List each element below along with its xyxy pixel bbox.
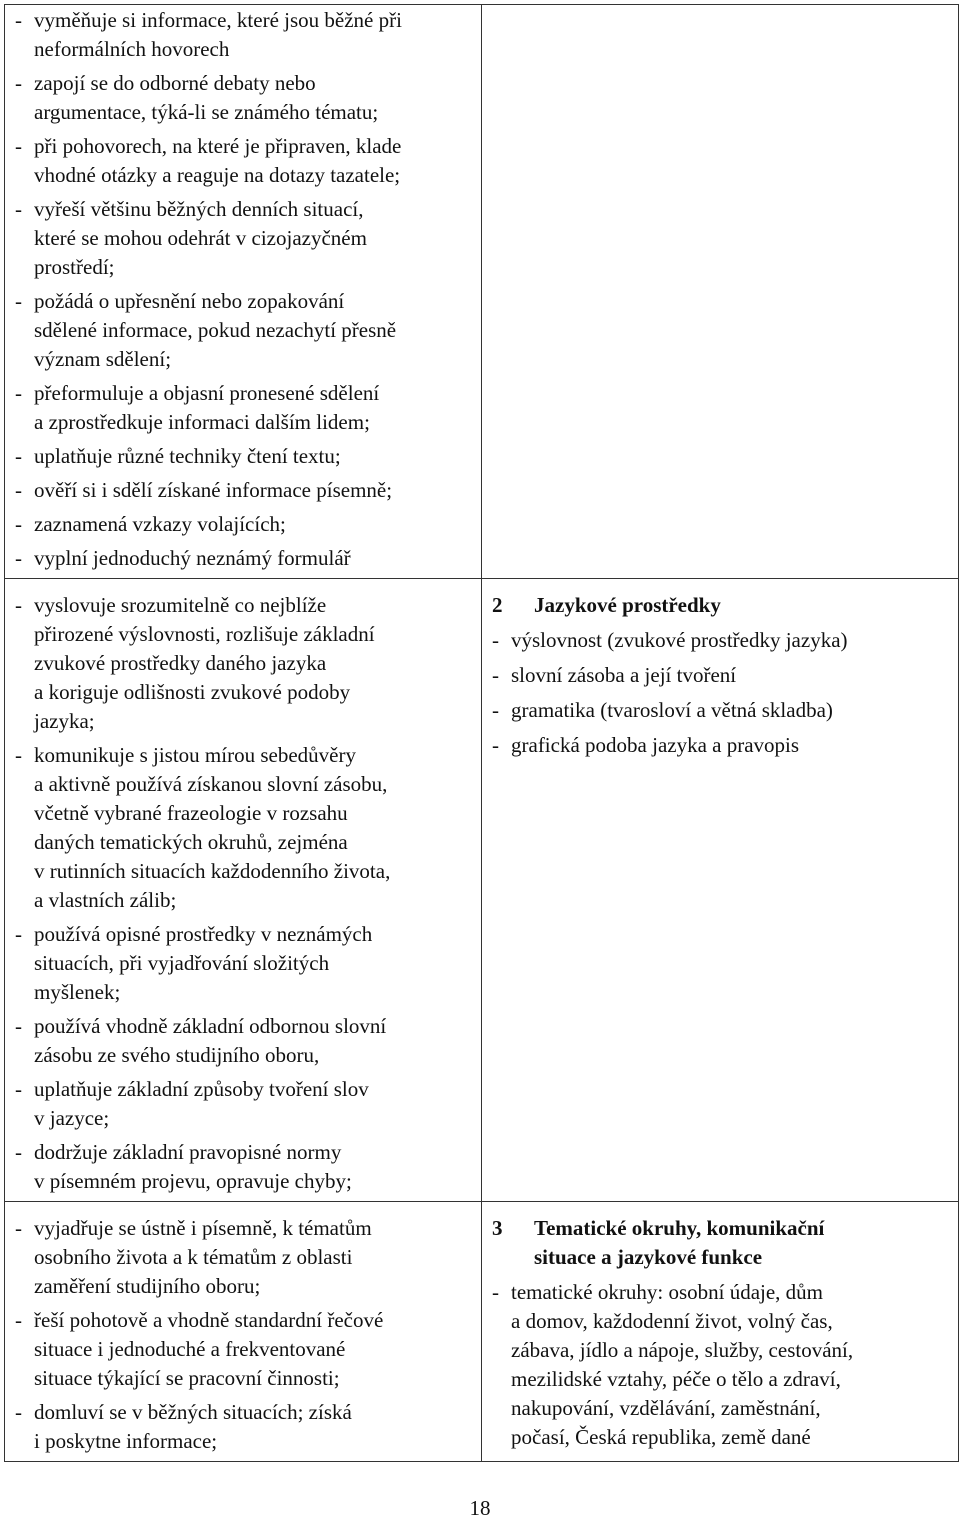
list-item: - uplatňuje různé techniky čtení textu; — [5, 442, 481, 471]
section-list — [492, 1278, 958, 1452]
section-number: 3 — [492, 1216, 503, 1240]
content-cell — [482, 1202, 959, 1462]
section-list — [492, 626, 958, 760]
outcomes-cell — [5, 1202, 482, 1462]
list-item: - vyjadřuje se ústně i písemně, k tématům osobního života a k tématům z oblasti zaměření studijního oboru; — [5, 1214, 481, 1301]
section-title: Jazykové prostředky — [534, 593, 721, 617]
section-thematic-areas — [482, 1202, 958, 1452]
section-title: Tematické okruhy, komunikační situace a jazykové funkce — [534, 1216, 825, 1269]
list-item: - komunikuje s jistou mírou sebedůvěry a aktivně používá získanou slovní zásobu, včetně vybrané frazeologie v rozsahu daných tematických okruhů, zejména v rutinních situacích každodenního života, a vlastních zálib; — [5, 741, 481, 915]
content-cell — [482, 5, 959, 579]
list-item: - gramatika (tvarosloví a větná skladba) — [492, 696, 958, 725]
list-item: - tematické okruhy: osobní údaje, dům a domov, každodenní život, volný čas, zábava, jídlo a nápoje, služby, cestování, mezilidské vztahy, péče o tělo a zdraví, nakupování, vzdělávání, zaměstnání, počasí, Česká republika, země dané — [492, 1278, 958, 1452]
list-item: - požádá o upřesnění nebo zopakování sdělené informace, pokud nezachytí přesně význam sdělení; — [5, 287, 481, 374]
list-item: - řeší pohotově a vhodně standardní řečové situace i jednoduché a frekventované situace týkající se pracovní činnosti; — [5, 1306, 481, 1393]
list-item: - dodržuje základní pravopisné normy v písemném projevu, opravuje chyby; — [5, 1138, 481, 1196]
table-row — [5, 5, 959, 579]
list-item: - používá opisné prostředky v neznámých situacích, při vyjadřování složitých myšlenek; — [5, 920, 481, 1007]
list-item: - vyměňuje si informace, které jsou běžné při neformálních hovorech — [5, 6, 481, 64]
outcomes-list — [5, 5, 481, 573]
list-item: - vyslovuje srozumitelně co nejblíže přirozené výslovnosti, rozlišuje základní zvukové prostředky daného jazyka a koriguje odlišnosti zvukové podoby jazyka; — [5, 591, 481, 736]
list-item: - používá vhodně základní odbornou slovní zásobu ze svého studijního oboru, — [5, 1012, 481, 1070]
list-item: - slovní zásoba a její tvoření — [492, 661, 958, 690]
list-item: - zapojí se do odborné debaty nebo argumentace, týká-li se známého tématu; — [5, 69, 481, 127]
list-item: - vyplní jednoduchý neznámý formulář — [5, 544, 481, 573]
list-item: - vyřeší většinu běžných denních situací, které se mohou odehrát v cizojazyčném prostředí; — [5, 195, 481, 282]
table-row — [5, 579, 959, 1202]
outcomes-list — [5, 579, 481, 1196]
list-item: - ověří si i sdělí získané informace písemně; — [5, 476, 481, 505]
outcomes-list — [5, 1202, 481, 1456]
section-number: 2 — [492, 593, 503, 617]
outcomes-cell — [5, 5, 482, 579]
table-row — [5, 1202, 959, 1462]
curriculum-table — [4, 4, 959, 1462]
list-item: - domluví se v běžných situacích; získá i poskytne informace; — [5, 1398, 481, 1456]
list-item: - při pohovorech, na které je připraven, klade vhodné otázky a reaguje na dotazy tazatele; — [5, 132, 481, 190]
section-heading — [492, 1214, 958, 1272]
page-number: 18 — [469, 1496, 491, 1520]
section-language-means — [482, 579, 958, 760]
list-item: - uplatňuje základní způsoby tvoření slov v jazyce; — [5, 1075, 481, 1133]
list-item: - grafická podoba jazyka a pravopis — [492, 731, 958, 760]
list-item: - výslovnost (zvukové prostředky jazyka) — [492, 626, 958, 655]
list-item: - přeformuluje a objasní pronesené sdělení a zprostředkuje informaci dalším lidem; — [5, 379, 481, 437]
outcomes-cell — [5, 579, 482, 1202]
list-item: - zaznamená vzkazy volajících; — [5, 510, 481, 539]
section-heading — [492, 591, 958, 620]
content-cell — [482, 579, 959, 1202]
